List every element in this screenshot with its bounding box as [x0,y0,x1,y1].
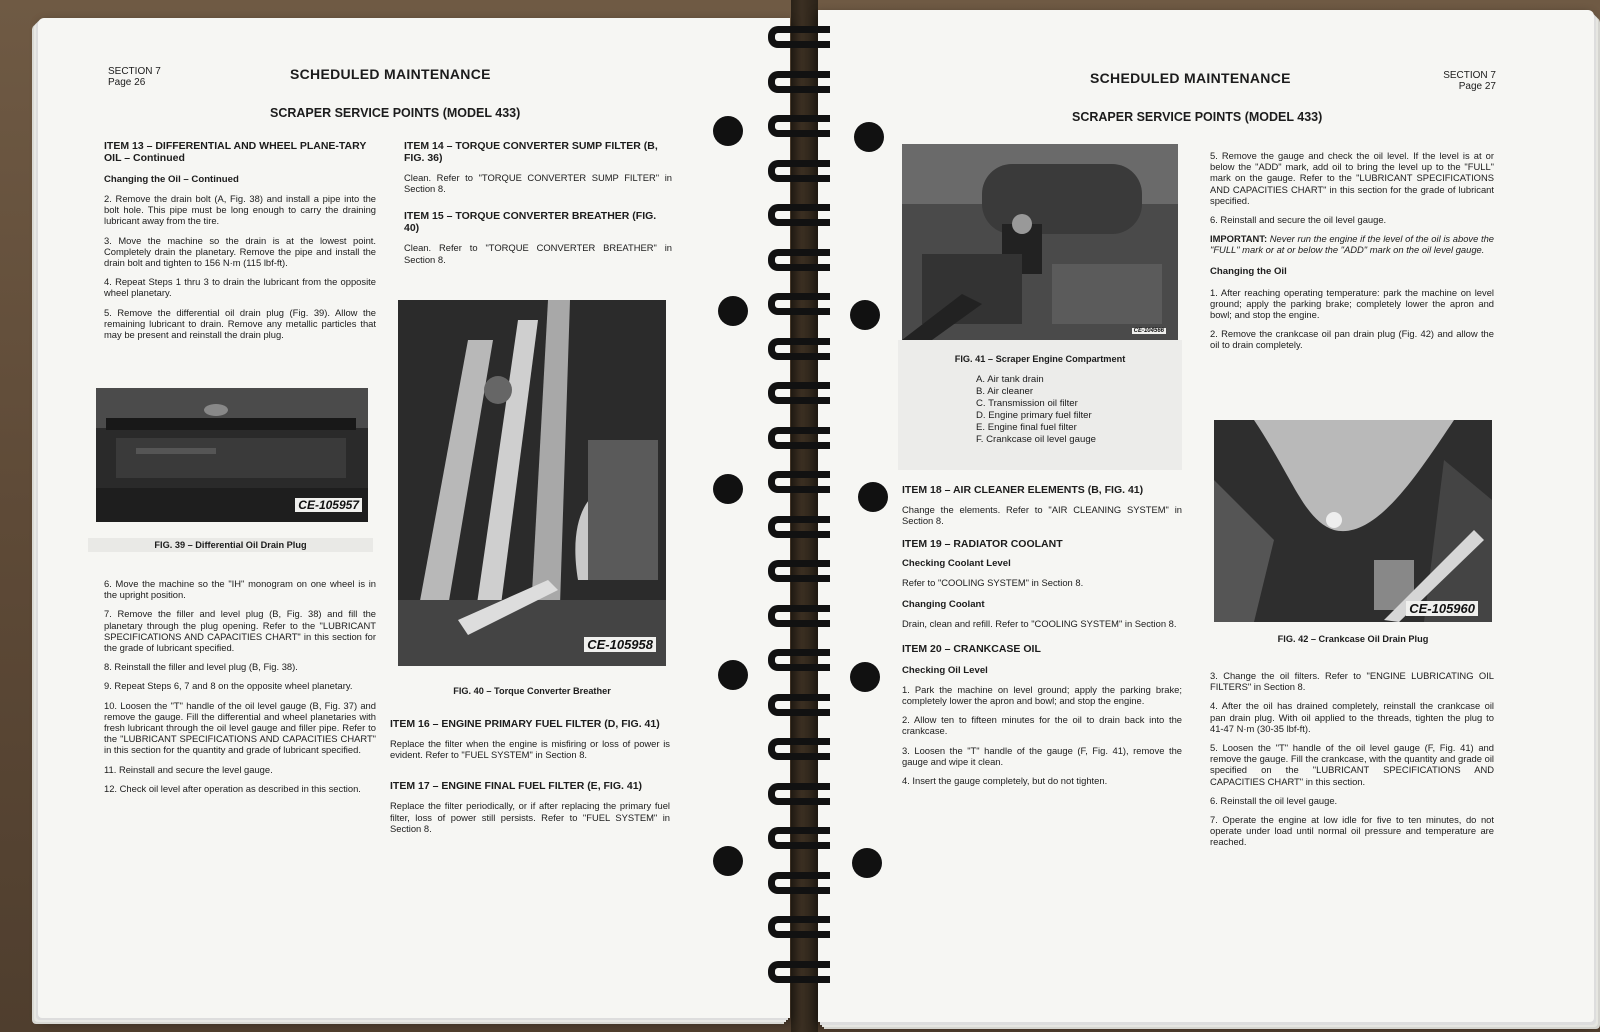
right-column-2-lower [1210,670,1494,848]
fig-40-tag: CE-105958 [584,637,656,652]
fig-40-caption: FIG. 40 – Torque Converter Breather [453,686,611,696]
item-17-title: ITEM 17 – ENGINE FINAL FUEL FILTER (E, FIG. 41) [390,780,643,793]
right-running-title: SCHEDULED MAINTENANCE [1090,70,1291,86]
legend-item: B. Air cleaner [976,386,1034,397]
binding-ring [768,560,830,582]
oil-check-step-4: 4. Insert the gauge completely, but do not tighten. [902,775,1108,787]
changing-oil-subheading: Changing the Oil – Continued [104,174,239,185]
legend-item: F. Crankcase oil level gauge [976,434,1096,445]
step-7: 7. Remove the filler and level plug (B, Fig. 38) and fill the planetary through the plug opening. Refer to the "LUBRICANT SPECIFICATIONS AND CAPACITIES CHART" in this section for the grade of lubricant specified. [104,608,376,654]
left-column-1 [104,140,376,340]
binding-ring [768,872,830,894]
item-15-title: ITEM 15 – TORQUE CONVERTER BREATHER (FIG. 40) [404,210,657,235]
binding-ring [768,160,830,182]
left-column-1-lower [104,578,376,794]
left-section-label [108,66,161,88]
item-16-text: Replace the filter when the engine is misfiring or loss of power is evident. Refer to "FUEL SYSTEM" in Section 8. [390,738,670,761]
item-15-text: Clean. Refer to "TORQUE CONVERTER BREATHER" in Section 8. [404,242,672,265]
fig-42-tag: CE-105960 [1406,601,1478,616]
item-16-title: ITEM 16 – ENGINE PRIMARY FUEL FILTER (D, FIG. 41) [390,718,660,730]
step-9: 9. Repeat Steps 6, 7 and 8 on the opposite wheel planetary. [104,680,353,692]
right-column-1 [902,484,1182,786]
changing-coolant-subheading: Changing Coolant [902,598,985,610]
item-18-text: Change the elements. Refer to "AIR CLEANING SYSTEM" in Section 8. [902,504,1182,527]
item-18-title: ITEM 18 – AIR CLEANER ELEMENTS (B, FIG. 41) [902,484,1144,496]
binding-ring [768,26,830,48]
important-text: Never run the engine if the level of the oil is above the "FULL" mark or at or below the "ADD" mark on the oil level gauge. [1210,233,1495,256]
fig-41-caption-panel [898,340,1182,470]
step-10: 10. Loosen the "T" handle of the oil level gauge (B, Fig. 37) and remove the gauge. Fill the differential and wheel planetaries with fresh lubricant through the oil level gauge and filler pipe. Refer to the "LUBRICANT SPECIFICATIONS AND CAPACITIES CHART" in this section for the quantity and grade of lubricant specified. [104,699,376,756]
fig-39-tag: CE-105957 [295,498,362,512]
important-label: IMPORTANT: [1210,233,1268,245]
binding-hole [718,296,748,326]
step-4: 4. Repeat Steps 1 thru 3 to drain the lubricant from the opposite wheel planetary. [104,276,376,299]
binding-ring [768,916,830,938]
binding-hole [850,662,880,692]
item-19-title: ITEM 19 – RADIATOR COOLANT [902,538,1063,551]
legend-item: E. Engine final fuel filter [976,422,1077,433]
binding-ring [768,738,830,760]
binding-ring [768,293,830,315]
left-running-title: SCHEDULED MAINTENANCE [290,66,491,82]
important-note [1210,233,1494,255]
fig-39-caption: FIG. 39 – Differential Oil Drain Plug [88,538,373,552]
binding-ring [768,471,830,493]
binding-hole [718,660,748,690]
right-section-heading: SCRAPER SERVICE POINTS (MODEL 433) [1072,110,1323,124]
legend-item: C. Transmission oil filter [976,398,1078,409]
oil-check-step-6: 6. Reinstall and secure the oil level gauge. [1210,214,1387,226]
step-6: 6. Move the machine so the "IH" monogram on one wheel is in the upright position. [104,578,376,601]
step-2: 2. Remove the drain bolt (A, Fig. 38) and install a pipe into the bolt hole. This pipe must be long enough to carry the draining lubricant away from the tire. [104,193,376,227]
fig-41-legend [976,374,1182,446]
fig-39-photo [96,388,368,522]
section-number: SECTION 7 [1443,70,1496,81]
binding-ring [768,382,830,404]
left-column-2-lower [390,718,670,834]
oil-check-step-2: 2. Allow ten to fifteen minutes for the oil to drain back into the crankcase. [902,714,1182,737]
checking-coolant-text: Refer to "COOLING SYSTEM" in Section 8. [902,577,1084,589]
left-column-2 [404,140,672,265]
right-column-2 [1210,150,1494,351]
fig-41-caption: FIG. 41 – Scraper Engine Compartment [954,354,1126,364]
item-13-title: ITEM 13 – DIFFERENTIAL AND WHEEL PLANE-TARY OIL – Continued [104,140,367,164]
oil-change-step-7: 7. Operate the engine at low idle for five to ten minutes, do not operate under load until normal oil pressure and temperature are reached. [1210,814,1494,848]
binding-ring [768,694,830,716]
binding-ring [768,827,830,849]
binding-ring [768,338,830,360]
binding-ring [768,71,830,93]
legend-item: D. Engine primary fuel filter [976,410,1092,421]
fig-41-photo [902,144,1178,340]
checking-oil-subheading: Checking Oil Level [902,664,988,676]
binding-hole [713,116,743,146]
binding-hole [854,122,884,152]
step-8: 8. Reinstall the filler and level plug (B, Fig. 38). [104,661,298,673]
binding-hole [858,482,888,512]
fig-40-photo [398,300,666,666]
binding-ring [768,649,830,671]
changing-oil-subheading: Changing the Oil [1210,265,1287,277]
oil-change-step-1: 1. After reaching operating temperature: park the machine on level ground; apply the parking brake; completely lower the apron and bowl; and stop the engine. [1210,286,1494,321]
binding-ring [768,204,830,226]
step-5: 5. Remove the differential oil drain plug (Fig. 39). Allow the remaining lubricant to drain. Remove any metallic particles that may be present and reinstall the drain plug. [104,306,376,341]
changing-coolant-text: Drain, clean and refill. Refer to "COOLING SYSTEM" in Section 8. [902,617,1177,629]
item-20-title: ITEM 20 – CRANKCASE OIL [902,642,1041,655]
oil-change-step-3: 3. Change the oil filters. Refer to "ENGINE LUBRICATING OIL FILTERS" in Section 8. [1210,670,1494,693]
binding-hole [713,846,743,876]
right-section-label [1436,70,1496,92]
binding-ring [768,115,830,137]
binding-hole [852,848,882,878]
step-11: 11. Reinstall and secure the level gauge. [104,763,273,775]
binding-ring [768,961,830,983]
binding-ring [768,783,830,805]
checking-coolant-subheading: Checking Coolant Level [902,558,1011,570]
step-3: 3. Move the machine so the drain is at the lowest point. Completely drain the planetary. Remove the pipe and install the drain bolt and tighten to 156 N·m (115 lbf-ft). [104,234,376,269]
left-page [38,18,790,1018]
oil-change-step-6: 6. Reinstall the oil level gauge. [1210,794,1338,806]
binding-ring [768,516,830,538]
binding-hole [713,474,743,504]
oil-change-step-5: 5. Loosen the "T" handle of the oil level gauge (F, Fig. 41) and remove the gauge. Fill the crankcase, with the quantity and grade oil specified on the "LUBRICANT SPECIFICATIONS AND CAPACITIES CHART" in this section. [1210,742,1494,787]
item-14-title: ITEM 14 – TORQUE CONVERTER SUMP FILTER (B, FIG. 36) [404,140,658,164]
oil-check-step-3: 3. Loosen the "T" handle of the gauge (F, Fig. 41), remove the gauge and wipe it clean. [902,744,1182,767]
oil-check-step-1: 1. Park the machine on level ground; apply the parking brake; completely lower the apron and bowl; and stop the engine. [902,683,1182,707]
binding-ring [768,427,830,449]
binding-ring [768,249,830,271]
binding-ring [768,605,830,627]
left-section-heading: SCRAPER SERVICE POINTS (MODEL 433) [270,106,521,120]
oil-change-step-2: 2. Remove the crankcase oil pan drain plug (Fig. 42) and allow the oil to drain completely. [1210,328,1494,351]
oil-check-step-5: 5. Remove the gauge and check the oil level. If the level is at or below the "ADD" mark, add oil to bring the level up to the "FULL" mark on the gauge. Refer to the "LUBRICANT SPECIFICATIONS AND CAPACITIES CHART" in this section for the grade of lubricant specified. [1210,150,1494,206]
item-17-text: Replace the filter periodically, or if after replacing the primary fuel filter, loss of power still persists. Refer to "FUEL SYSTEM" in Section 8. [390,800,670,834]
section-number: SECTION 7 [108,66,161,77]
binding-hole [850,300,880,330]
page-number: Page 27 [1458,81,1496,92]
fig-42-caption: FIG. 42 – Crankcase Oil Drain Plug [1277,634,1429,644]
fig-41-tag: CE-104566 [1133,328,1164,334]
oil-change-step-4: 4. After the oil has drained completely, reinstall the crankcase oil pan drain plug. With oil applied to the threads, tighten the plug to 41-47 N·m (30-35 lbf-ft). [1210,700,1494,734]
fig-42-photo [1214,420,1492,622]
page-number: Page 26 [108,77,146,88]
step-12: 12. Check oil level after operation as described in this section. [104,782,361,794]
item-14-text: Clean. Refer to "TORQUE CONVERTER SUMP FILTER" in Section 8. [404,172,672,195]
legend-item: A. Air tank drain [976,374,1044,385]
right-page [818,10,1594,1022]
